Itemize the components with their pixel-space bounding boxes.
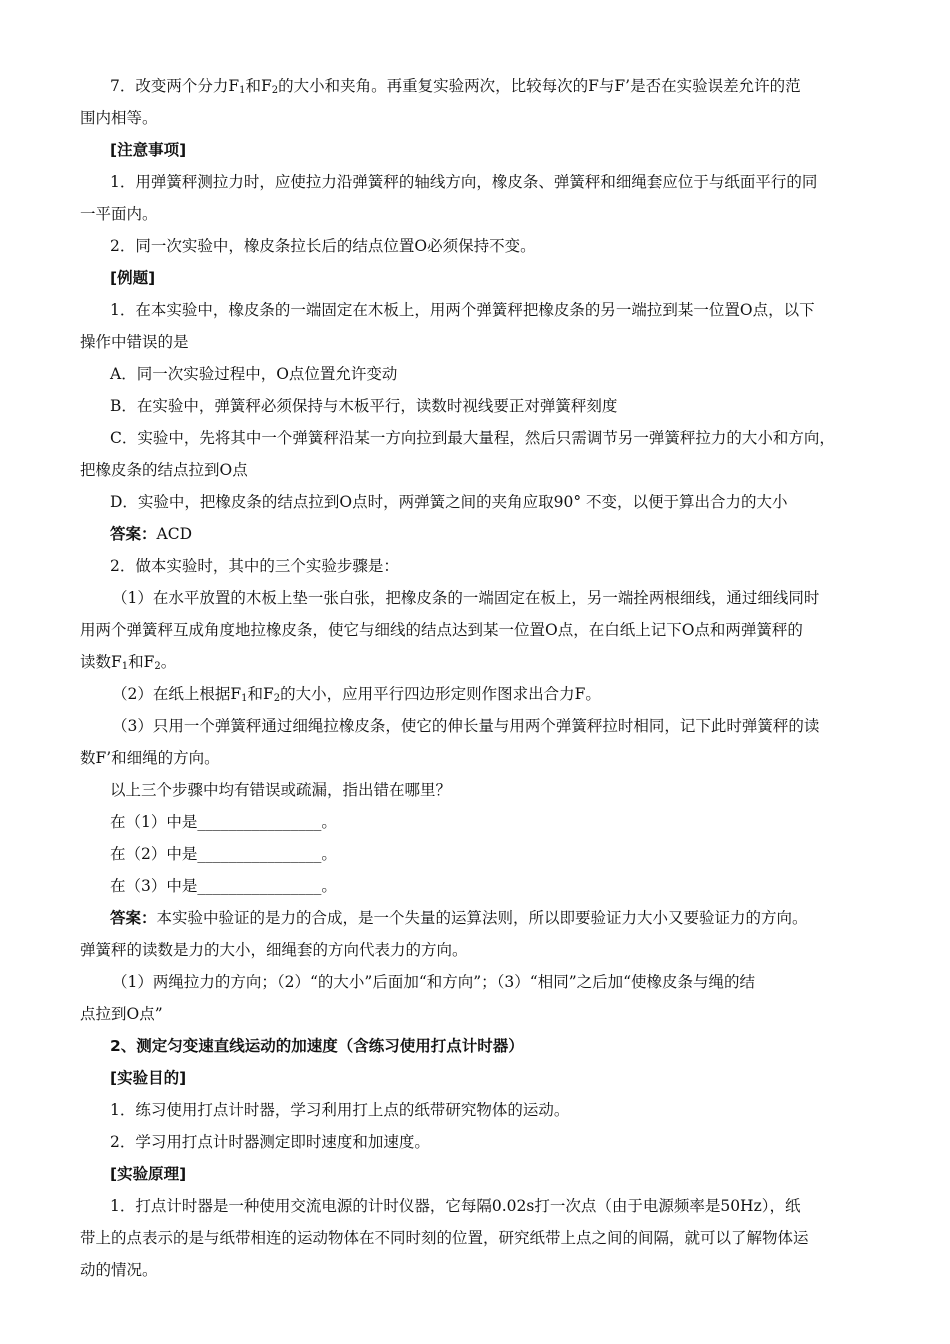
note-2: 2．同一次实验中，橡皮条拉长后的结点位置O必须保持不变。 [110,237,536,255]
text: （2）在纸上根据F [112,685,242,703]
subscript: 2 [273,693,281,704]
blank-1: 在（1）中是________________。 [110,813,337,831]
step-3-line-2: 数F’和细绳的方向。 [80,749,220,767]
subscript: 2 [154,661,161,672]
answer-2-line-3: （1）两绳拉力的方向；（2）“的大小”后面加“和方向”；（3）“相同”之后加“使橡皮条与绳的结 [112,973,756,991]
principle-1-line-1: 1．打点计时器是一种使用交流电源的计时仪器，它每隔0.02s打一次点（由于电源频率是50Hz），纸 [110,1197,801,1215]
question-1-line-1: 1．在本实验中，橡皮条的一端固定在木板上，用两个弹簧秤把橡皮条的另一端拉到某一位置O点，以下 [110,301,815,319]
text: 7．改变两个分力F [110,77,240,95]
option-a: A．同一次实验过程中，O点位置允许变动 [110,365,398,383]
text: 。 [160,653,177,671]
step-7-line-1 [110,76,801,96]
step-2 [112,684,601,704]
note-1-line-1: 1．用弹簧秤测拉力时，应使拉力沿弹簧秤的轴线方向，橡皮条、弹簧秤和细绳套应位于与纸面平行的同 [110,173,818,191]
blank-3: 在（3）中是________________。 [110,877,337,895]
subscript: 2 [271,85,279,96]
subscript: 1 [121,661,129,672]
step-1-line-3 [80,652,176,672]
option-b: B．在实验中，弹簧秤必须保持与木板平行，读数时视线要正对弹簧秤刻度 [110,397,618,415]
answer-text: ACD [156,525,192,543]
text: 和F [128,653,155,671]
heading-purpose: [实验目的] [110,1069,187,1087]
answer-2-line-4: 点拉到O点” [80,1005,163,1023]
answer-2-line-1 [110,908,808,928]
blank-2: 在（2）中是________________。 [110,845,337,863]
heading-principle: [实验原理] [110,1165,187,1183]
text: 的大小和夹角。再重复实验两次，比较每次的F与F’是否在实验误差允许的范 [278,77,801,95]
question-prompt: 以上三个步骤中均有错误或疏漏，指出错在哪里？ [110,781,452,799]
answer-text: 本实验中验证的是力的合成，是一个失量的运算法则，所以即要验证力大小又要验证力的方向。 [156,909,808,927]
text: 的大小，应用平行四边形定则作图求出合力F。 [280,685,601,703]
purpose-1: 1．练习使用打点计时器，学习利用打上点的纸带研究物体的运动。 [110,1101,570,1119]
step-7-line-2: 围内相等。 [80,109,158,127]
answer-label: 答案： [110,909,157,927]
answer-label: 答案： [110,525,157,543]
note-1-line-2: 一平面内。 [80,205,158,223]
subscript: 1 [241,693,248,704]
heading-notes: [注意事项] [110,141,187,159]
heading-example: [例题] [110,269,156,287]
answer-2-line-2: 弹簧秤的读数是力的大小，细绳套的方向代表力的方向。 [80,941,468,959]
step-3-line-1: （3）只用一个弹簧秤通过细绳拉橡皮条，使它的伸长量与用两个弹簧秤拉时相同，记下此时弹簧秤的读 [112,717,820,735]
step-1-line-2: 用两个弹簧秤互成角度地拉橡皮条，使它与细线的结点达到某一位置O点，在白纸上记下O点和两弹簧秤的 [80,621,803,639]
question-1-line-2: 操作中错误的是 [80,333,189,351]
principle-1-line-2: 带上的点表示的是与纸带相连的运动物体在不同时刻的位置，研究纸带上点之间的间隔，就可以了解物体运 [80,1229,809,1247]
answer-1 [110,524,192,544]
text: 读数F [80,653,122,671]
text: 和F [245,77,272,95]
step-1-line-1: （1）在水平放置的木板上垫一张白张，把橡皮条的一端固定在板上，另一端拴两根细线，通过细线同时 [112,589,820,607]
subscript: 1 [239,85,246,96]
section-2-title: 2、测定匀变速直线运动的加速度（含练习使用打点计时器） [110,1037,524,1055]
principle-1-line-3: 动的情况。 [80,1261,158,1279]
option-c-line-1: C．实验中，先将其中一个弹簧秤沿某一方向拉到最大量程，然后只需调节另一弹簧秤拉力的大小和方向， [110,429,835,447]
question-2: 2．做本实验时，其中的三个实验步骤是： [110,557,399,575]
text: 和F [247,685,274,703]
purpose-2: 2．学习用打点计时器测定即时速度和加速度。 [110,1133,430,1151]
option-d: D．实验中，把橡皮条的结点拉到O点时，两弹簧之间的夹角应取90° 不变，以便于算出合力的大小 [110,493,788,511]
option-c-line-2: 把橡皮条的结点拉到O点 [80,461,248,479]
